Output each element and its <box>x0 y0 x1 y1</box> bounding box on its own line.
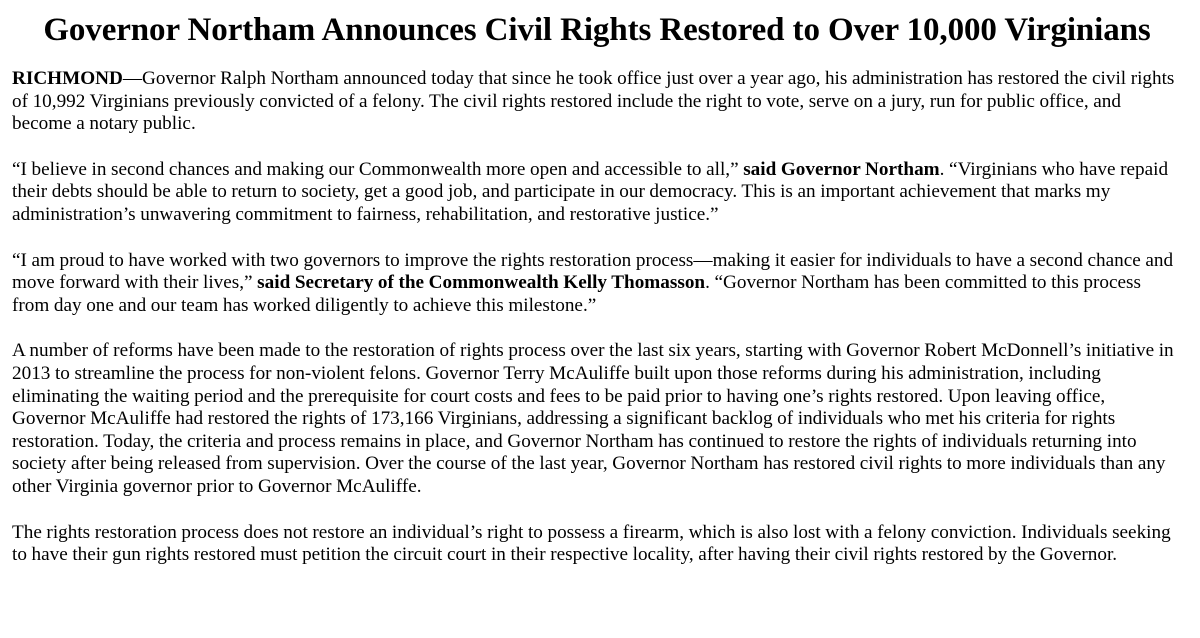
paragraph-intro <box>12 68 1182 136</box>
paragraph-governor-quote <box>12 159 1182 227</box>
secretary-attribution: said Secretary of the Commonwealth Kelly Thomasson <box>257 272 706 294</box>
headline: Governor Northam Announces Civil Rights Restored to Over 10,000 Virginians <box>43 12 1151 48</box>
governor-attribution: said Governor Northam <box>743 158 940 180</box>
paragraph-reforms: A number of reforms have been made to the restoration of rights process over the last six years, starting with Governor Robert McDonnell’s initiative in 2013 to streamline the process for non-violent felons. Governor Terry McAuliffe built upon those reforms during his administration, including eliminating the waiting period and the prerequisite for court costs and fees to be paid prior to having one’s rights restored. Upon leaving office, Governor McAuliffe had restored the rights of 173,166 Virginians, addressing a significant backlog of individuals who met his criteria for rights restoration. Today, the criteria and process remains in place, and Governor Northam has continued to restore the rights of individuals returning into society after being released from supervision. Over the course of the last year, Governor Northam has restored civil rights to more individuals than any other Virginia governor prior to Governor McAuliffe. <box>12 340 1174 497</box>
secretary-quote-part-a: “I am proud to have worked with two governors to improve the rights restoration process—making it easier for individuals to have a second chance and move forward with their lives,” <box>12 249 1174 294</box>
dateline: RICHMOND <box>12 68 123 89</box>
paragraph-intro-text: —Governor Ralph Northam announced today that since he took office just over a year ago, his administration has restored the civil rights of 10,992 Virginians previously convicted of a felony. The civil rights restored include the right to vote, serve on a jury, run for public office, and become a notary public. <box>12 68 1175 135</box>
secretary-quote-part-b: . “Governor Northam has been committed to this process from day one and our team has worked diligently to achieve this milestone.” <box>12 272 1141 316</box>
paragraph-firearms: The rights restoration process does not restore an individual’s right to possess a firearm, which is also lost with a felony conviction. Individuals seeking to have their gun rights restored must petition the circuit court in their respective locality, after having their civil rights restored by the Governor. <box>12 521 1171 566</box>
governor-quote-part-a: “I believe in second chances and making our Commonwealth more open and accessible to all,” <box>12 158 744 180</box>
article-body <box>12 68 1182 567</box>
paragraph-secretary-quote <box>12 250 1182 318</box>
governor-quote-part-b: . “Virginians who have repaid their debts should be able to return to society, get a good job, and participate in our democracy. This is an important achievement that marks my administration’s unwavering commitment to fairness, rehabilitation, and restorative justice.” <box>12 158 1169 225</box>
